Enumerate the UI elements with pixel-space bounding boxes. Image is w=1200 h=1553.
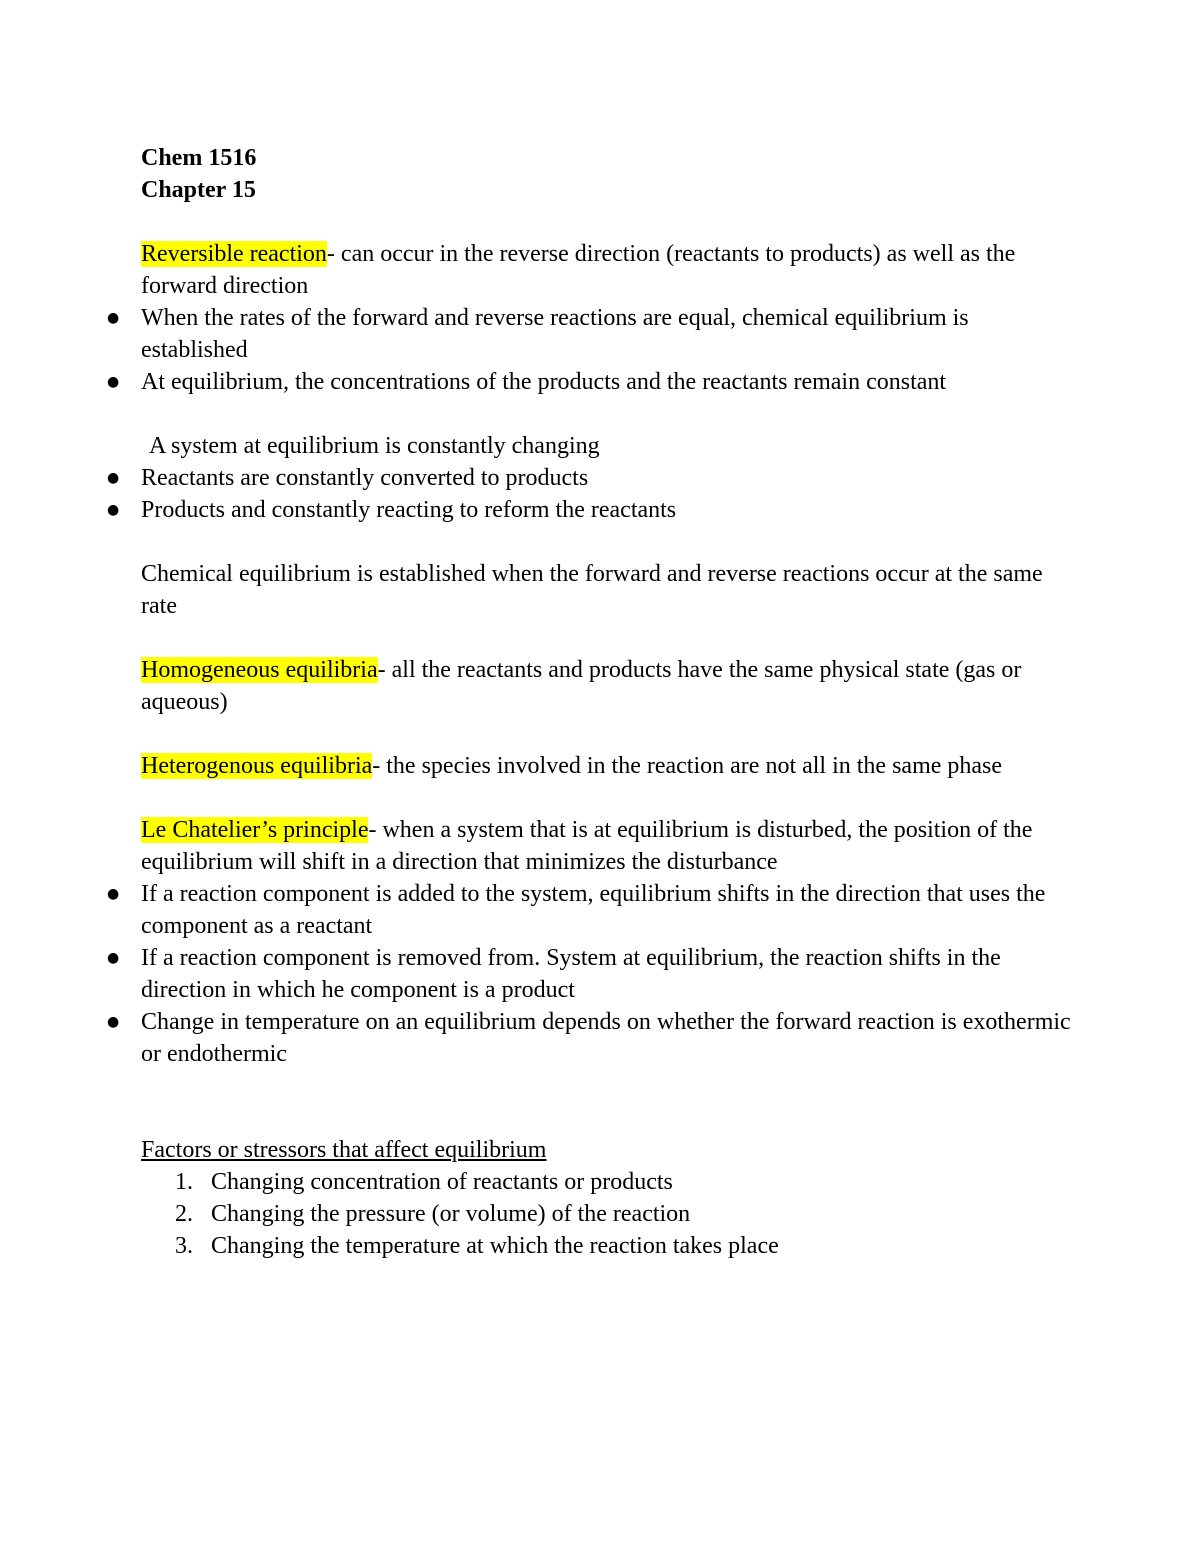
le-chatelier-term-tail: e: [357, 817, 369, 843]
list-number: 3.: [175, 1233, 193, 1259]
heterogenous-paragraph: [141, 750, 1071, 782]
list-item: ● At equilibrium, the concentrations of the products and the reactants remain constant: [141, 366, 1071, 398]
reversible-reaction-paragraph: [141, 238, 1071, 302]
list-text: Changing the pressure (or volume) of the reaction: [211, 1201, 691, 1227]
factors-list: [141, 1166, 1071, 1262]
course-title: Chem 1516: [141, 145, 257, 171]
list-number: 2.: [175, 1201, 193, 1227]
list-text: Changing the temperature at which the reaction takes place: [211, 1233, 779, 1259]
spacer: [141, 398, 1071, 430]
document-page: [141, 142, 1071, 1262]
reversible-reaction-bullets: [141, 302, 1071, 398]
list-item: ● If a reaction component is removed from. System at equilibrium, the reaction shifts in the direction in which he component is a product: [141, 942, 1071, 1006]
heterogenous-term: Heterogenous equilibria: [141, 753, 373, 779]
le-chatelier-term: [141, 817, 368, 843]
reversible-reaction-term: Reversible reaction: [141, 241, 327, 267]
spacer: [141, 206, 1071, 238]
spacer: [141, 526, 1071, 558]
le-chatelier-definition: - when a system that is at equilibrium is disturbed, the position of the equilibrium will shift in a direction that minimizes the disturbance: [141, 817, 1033, 875]
list-item: ● When the rates of the forward and reverse reactions are equal, chemical equilibrium is established: [141, 302, 1071, 366]
list-item: [141, 1198, 1071, 1230]
list-text: Changing concentration of reactants or products: [211, 1169, 673, 1195]
system-equilibrium-bullets: [141, 462, 1071, 526]
heterogenous-definition: - the species involved in the reaction are not all in the same phase: [372, 753, 1003, 779]
homogeneous-term: Homogeneous equilibria: [141, 657, 378, 683]
homogeneous-definition: - all the reactants and products have the same physical state (gas or aqueous): [141, 657, 1022, 715]
chapter-title: Chapter 15: [141, 177, 256, 203]
list-item: ● Reactants are constantly converted to products: [141, 462, 1071, 494]
list-item: ● If a reaction component is added to the system, equilibrium shifts in the direction that uses the component as a reactant: [141, 878, 1071, 942]
list-item: [141, 1166, 1071, 1198]
le-chatelier-term-main: Le Chatelier’s principl: [141, 817, 358, 843]
chemical-equilibrium-paragraph: Chemical equilibrium is established when the forward and reverse reactions occur at the same rate: [141, 561, 1043, 619]
spacer: [141, 782, 1071, 814]
spacer: [141, 622, 1071, 654]
spacer: [141, 718, 1071, 750]
le-chatelier-paragraph: [141, 814, 1071, 878]
system-equilibrium-text: A system at equilibrium is constantly changing: [149, 433, 600, 459]
list-item: ● Products and constantly reacting to reform the reactants: [141, 494, 1071, 526]
reversible-reaction-definition: - can occur in the reverse direction (reactants to products) as well as the forward direction: [141, 241, 1016, 299]
list-item: ● Change in temperature on an equilibrium depends on whether the forward reaction is exothermic or endothermic: [141, 1006, 1071, 1070]
list-number: 1.: [175, 1169, 193, 1195]
homogeneous-paragraph: [141, 654, 1071, 718]
factors-heading: Factors or stressors that affect equilibrium: [141, 1137, 547, 1163]
spacer: [141, 1070, 1071, 1134]
list-item: [141, 1230, 1071, 1262]
le-chatelier-bullets: [141, 878, 1071, 1070]
